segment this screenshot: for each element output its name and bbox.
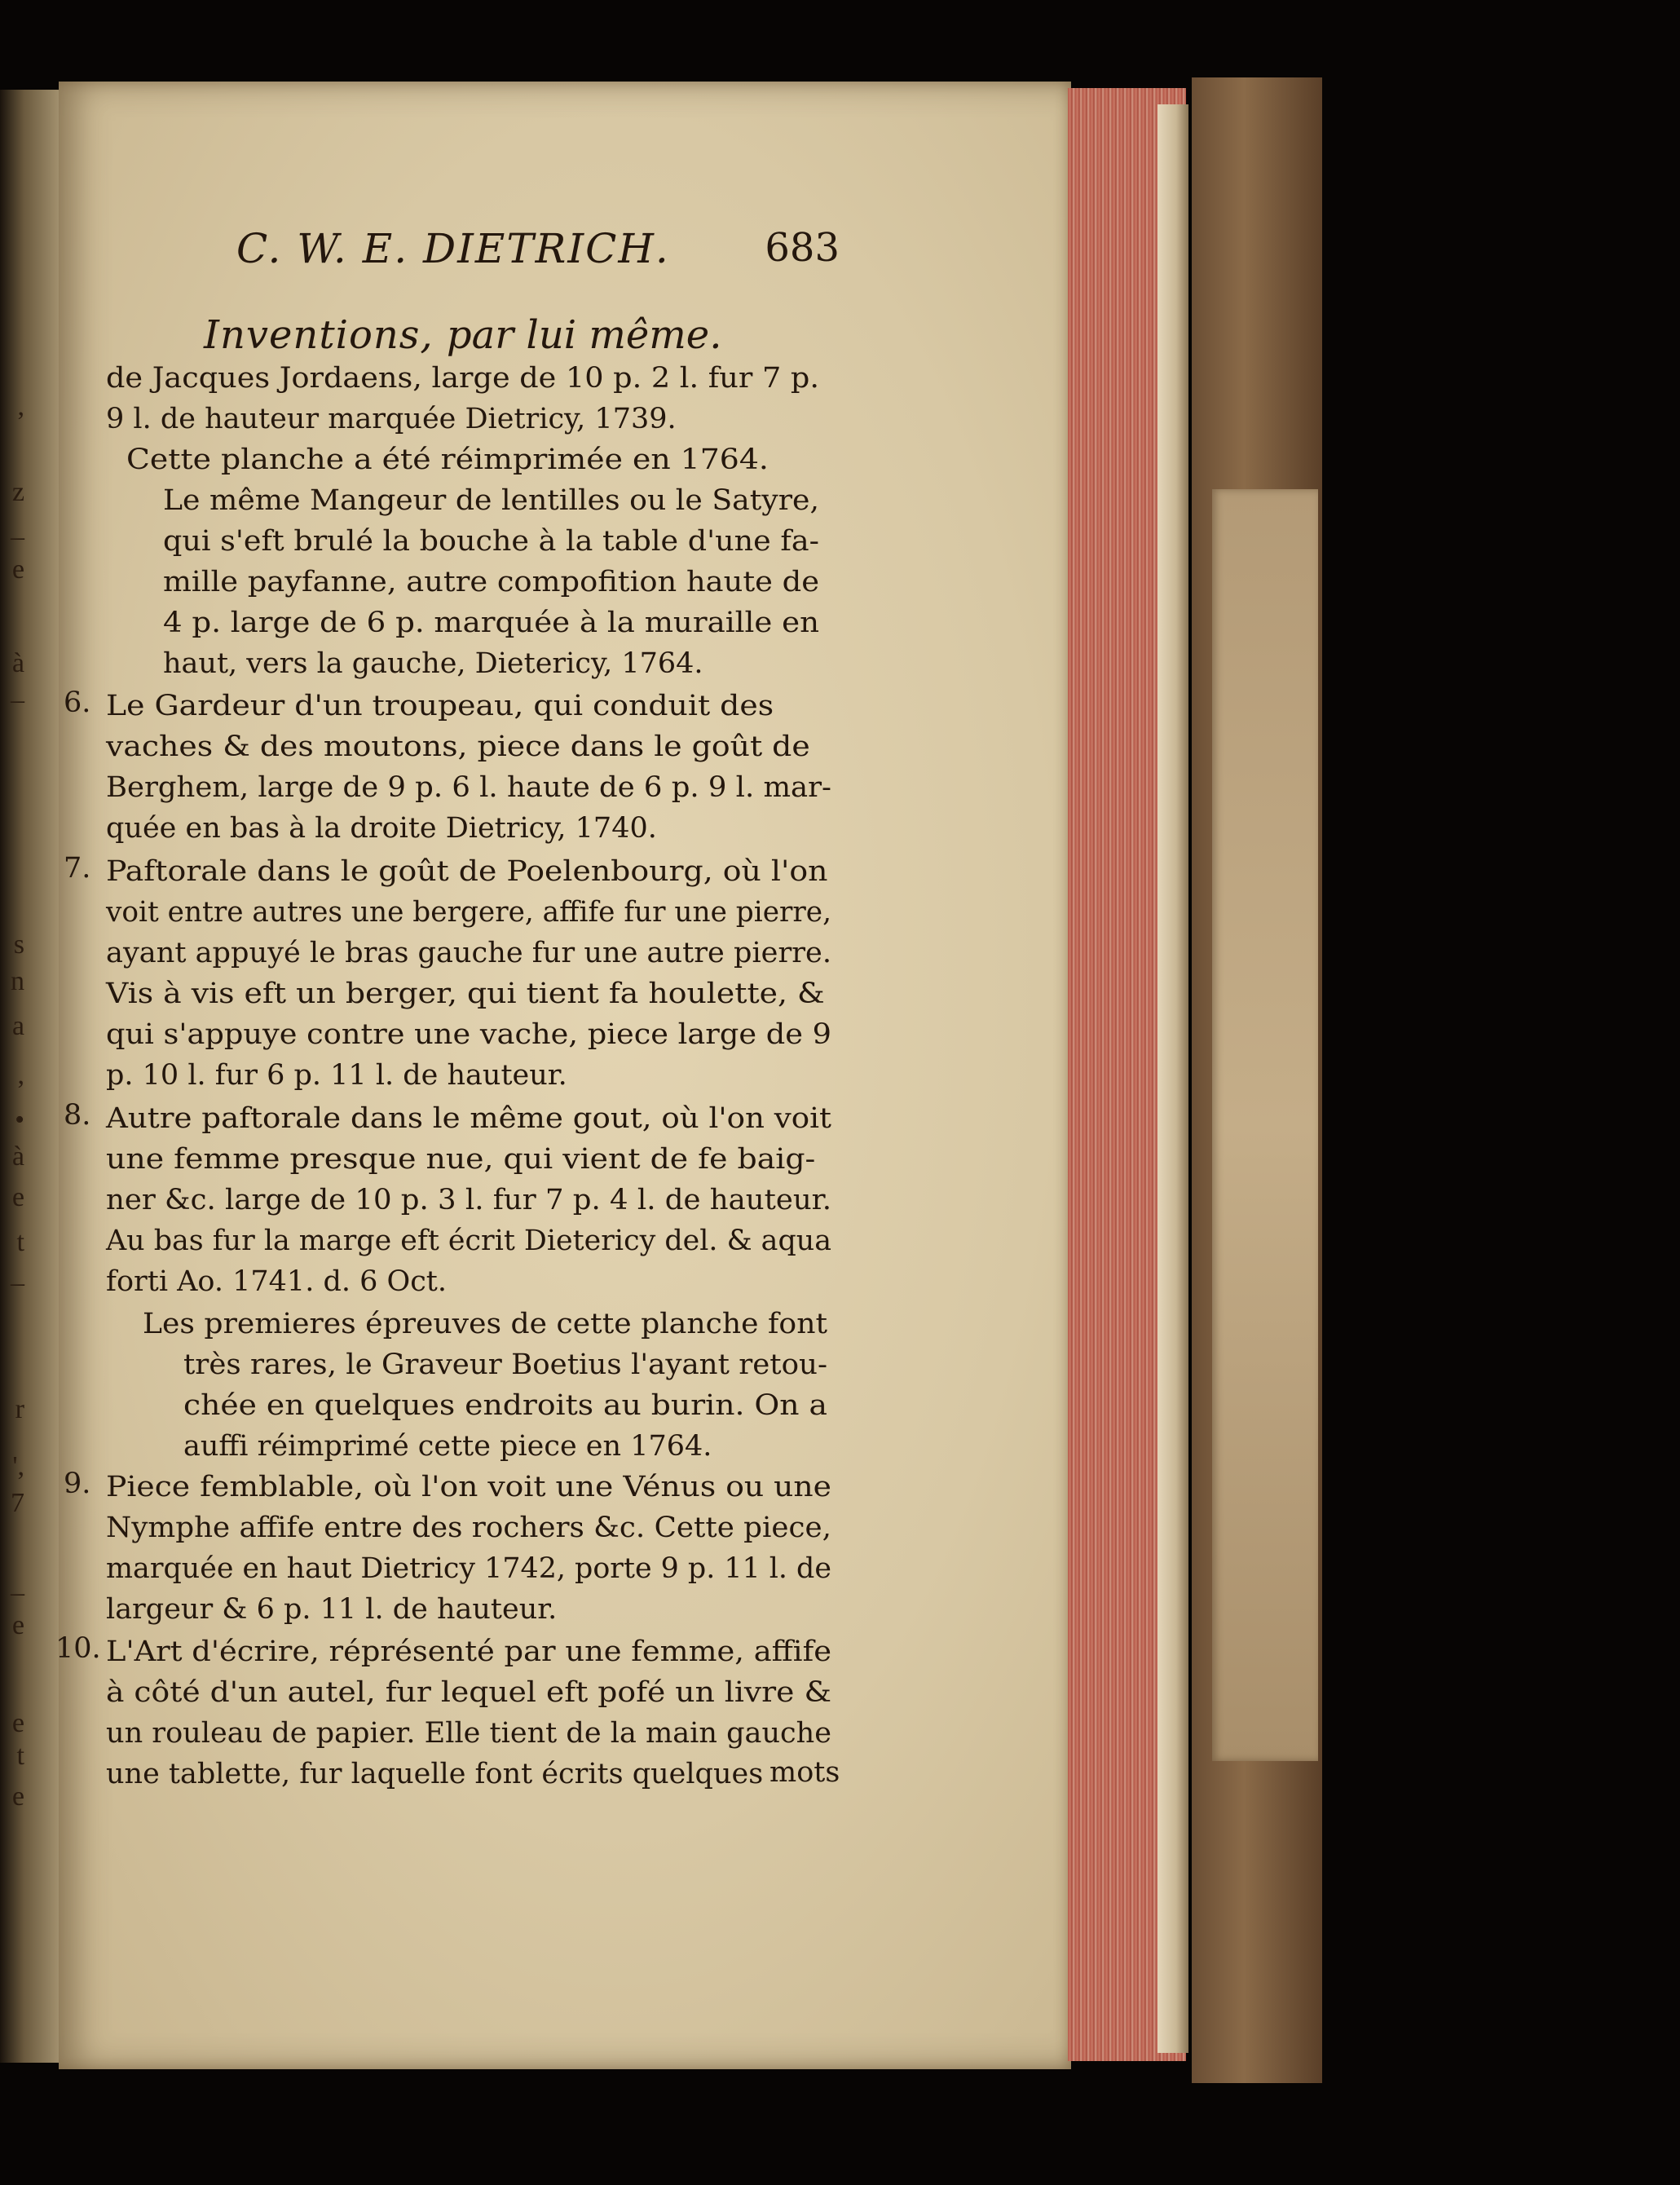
text-line: Piece femblable, où l'on voit une Vénus ou une [106,1471,832,1503]
text-line: largeur & 6 p. 11 l. de hauteur. [106,1593,558,1626]
left-page-fragment: à [11,1141,24,1172]
left-page-fragment: • [15,1105,24,1135]
text-line: Le Gardeur d'un troupeau, qui conduit des [106,690,774,722]
cover-patch [1212,489,1318,1761]
text-line: un rouleau de papier. Elle tient de la main gauche [106,1717,831,1750]
entry-number: 7. [64,852,91,885]
text-line: 9 l. de hauteur marquée Dietricy, 1739. [106,403,677,435]
left-page-fragment: – [11,522,24,552]
left-page-fragment: – [11,1578,24,1608]
text-line: p. 10 l. fur 6 p. 11 l. de hauteur. [106,1059,567,1092]
text-line: quée en bas à la droite Dietricy, 1740. [106,812,657,845]
text-line: 4 p. large de 6 p. marquée à la muraille en [163,607,819,639]
text-line: une tablette, fur laquelle font écrits quelques [106,1758,764,1790]
running-head [236,225,840,274]
left-page-fragment: e [11,1182,24,1212]
section-title-italic: par lui même. [446,312,722,358]
text-line: voit entre autres une bergere, affife fur une pierre, [106,896,831,929]
section-title [204,312,721,358]
text-line: qui s'appuye contre une vache, piece large de 9 [106,1018,831,1051]
text-line: une femme presque nue, qui vient de fe baig- [106,1143,816,1176]
text-line: chée en quelques endroits au burin. On a [183,1389,827,1422]
left-page-fragment: n [11,966,24,996]
text-line: L'Art d'écrire, réprésenté par une femme, affife [106,1635,831,1668]
text-line: très rares, le Graveur Boetius l'ayant retou- [183,1349,827,1381]
left-page-fragment: e [11,554,24,585]
text-line: vaches & des moutons, piece dans le goût de [106,731,810,763]
text-line: Le même Mangeur de lentilles ou le Satyre, [163,484,819,517]
page-number: 683 [765,225,840,271]
text-line: Au bas fur la marge eft écrit Dietericy del. & aqua [106,1225,831,1257]
text-line: ner &c. large de 10 p. 3 l. fur 7 p. 4 l. de hauteur. [106,1184,831,1216]
text-line: auffi réimprimé cette piece en 1764. [183,1430,712,1463]
left-page-fragment: 7 [11,1488,24,1518]
left-page-fragment: à [11,648,24,678]
left-page-fragment: a [11,1011,24,1041]
entry-number: 9. [64,1468,91,1500]
entry-number: 8. [64,1099,91,1132]
catchword: mots [769,1756,840,1789]
text-line: ayant appuyé le bras gauche fur une autre pierre. [106,937,831,969]
left-page-fragment: e [11,1781,24,1812]
text-line: Vis à vis eft un berger, qui tient fa houlette, & [106,978,825,1010]
left-page-fragment: – [11,685,24,715]
entry-number: 10. [55,1632,101,1665]
text-line: qui s'eft brulé la bouche à la table d'une fa- [163,525,819,558]
text-line: Nymphe affife entre des rochers &c. Cette piece, [106,1512,832,1544]
entry-number: 6. [64,686,91,719]
text-line: de Jacques Jordaens, large de 10 p. 2 l. fur 7 p. [106,362,819,395]
text-line: Berghem, large de 9 p. 6 l. haute de 6 p. 9 l. mar- [106,771,831,804]
text-line: Autre paftorale dans le même gout, où l'on voit [106,1102,831,1135]
text-line: marquée en haut Dietricy 1742, porte 9 p. 11 l. de [106,1552,831,1585]
left-page-fragment: , [17,391,24,422]
text-line: à côté d'un autel, fur lequel eft pofé un livre & [106,1676,831,1709]
left-page-fragment: – [11,1268,24,1298]
text-line: forti Ao. 1741. d. 6 Oct. [106,1265,447,1298]
left-page-fragment: s [13,929,24,960]
left-page-fragment: z [11,477,24,507]
left-page-fragment: r [15,1394,24,1424]
left-page-fragment: t [16,1741,24,1771]
left-page-fragment: e [11,1610,24,1640]
text-line: Cette planche a été réimprimée en 1764. [126,444,769,476]
page-edges [1068,88,1186,2061]
running-title: C. W. E. DIETRICH. [236,225,670,272]
left-page-fragment: e [11,1708,24,1738]
left-page-fragment: , [17,1060,24,1090]
text-line: mille payfanne, autre compofition haute de [163,566,820,598]
left-page-fragment: t [16,1227,24,1257]
left-page-fragment: ', [12,1451,24,1481]
section-title-main: Inventions, [204,312,447,358]
text-line: Les premieres épreuves de cette planche font [143,1308,827,1340]
text-line: Paftorale dans le goût de Poelenbourg, où l'on [106,855,828,888]
text-line: haut, vers la gauche, Dietericy, 1764. [163,647,703,680]
